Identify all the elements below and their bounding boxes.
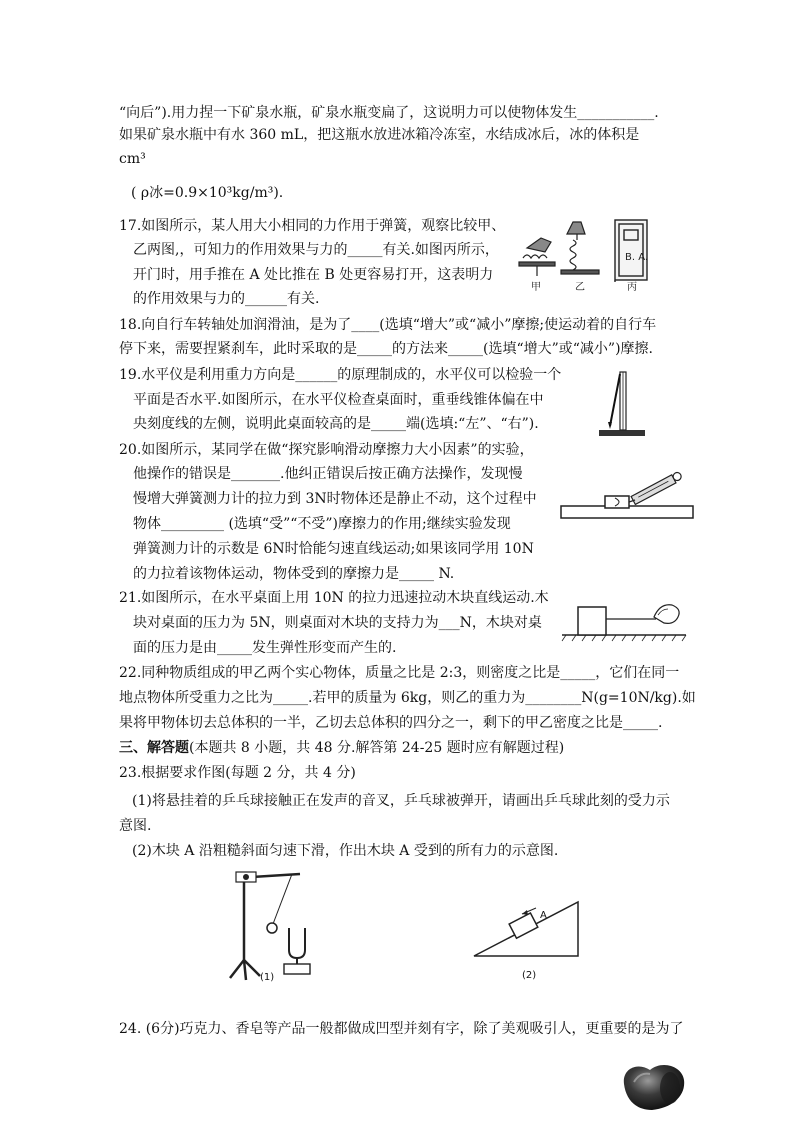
- q17-line-4: 的作用效果与力的______有关.: [133, 291, 320, 307]
- q23-part2: (2)木块 A 沿粗糙斜面匀速下滑，作出木块 A 受到的所有力的示意图.: [132, 843, 559, 859]
- section-3-heading: 三、解答题: [119, 740, 189, 756]
- q23-figure-2-label: (2): [522, 970, 537, 981]
- q19-line-3: 央刻度线的左侧，说明此桌面较高的是_____端(选填:“左”、“右”).: [133, 416, 539, 432]
- q23-part1-line-1: (1)将悬挂着的乒乓球接触正在发声的音叉，乒乓球被弹开，请画出乒乓球此刻的受力示: [132, 793, 670, 809]
- section-3-note: (本题共 8 小题，共 48 分.解答第 24-25 题时应有解题过程): [189, 740, 565, 756]
- q23-figure-2: [468, 890, 588, 982]
- q16-line-1: “向后”).用力捏一下矿泉水瓶，矿泉水瓶变扁了，这说明力可以使物体发生___________.: [119, 105, 659, 121]
- svg-text:B. A.: B. A.: [625, 252, 649, 263]
- q17-line-2: 乙两图,，可知力的作用效果与力的_____有关.如图丙所示，: [133, 242, 499, 258]
- heart-decoration-icon: [618, 1060, 690, 1112]
- q17-figure: [517, 218, 657, 294]
- q23-figure-1: [222, 866, 332, 986]
- q16-line-4: ( ρ冰=0.9×10³kg/m³).: [131, 185, 284, 201]
- q16-line-2: 如果矿泉水瓶中有水 360 mL，把这瓶水放进冰箱冷冻室，水结成冰后，冰的体积是: [119, 127, 640, 143]
- q20-line-2: 他操作的错误是_______.他纠正错误后按正确方法操作，发现慢: [133, 466, 523, 482]
- q20-line-1: 20.如图所示，某同学在做“探究影响滑动摩擦力大小因素”的实验，: [119, 442, 534, 458]
- q23-part1-line-2: 意图.: [119, 818, 152, 834]
- q23-title: 23.根据要求作图(每题 2 分，共 4 分): [119, 765, 356, 781]
- q18-line-1: 18.向自行车转轴处加润滑油，是为了____(选填“增大”或“减小”摩擦;使运动着的自行车: [119, 317, 657, 333]
- figure-yi: [561, 222, 599, 274]
- q20-line-6: 的力拉着该物体运动，物体受到的摩擦力是_____ N.: [133, 566, 455, 582]
- q22-line-1: 22.同种物质组成的甲乙两个实心物体，质量之比是 2:3，则密度之比是_____，它们在同一: [119, 665, 680, 681]
- q21-line-1: 21.如图所示，在水平桌面上用 10N 的拉力迅速拉动木块直线运动.木: [119, 590, 549, 606]
- q16-line-3: cm³: [119, 151, 146, 167]
- q19-line-2: 平面是否水平.如图所示，在水平仪检查桌面时，重垂线锥体偏在中: [133, 392, 544, 408]
- q22-line-3: 果将甲物体切去总体积的一半，乙切去总体积的四分之一，剩下的甲乙密度之比是_____.: [119, 715, 663, 731]
- section-3-heading-line: [119, 739, 564, 757]
- block-a-label: A: [540, 910, 547, 921]
- figure-bing: [615, 220, 647, 282]
- q21-line-3: 面的压力是由_____发生弹性形变而产生的.: [133, 640, 397, 656]
- q17-line-1: 17.如图所示，某人用大小相同的力作用于弹簧，观察比较甲、: [119, 218, 506, 234]
- q20-line-3: 慢增大弹簧测力计的拉力到 3N时物体还是静止不动，这个过程中: [133, 491, 537, 507]
- q18-line-2: 停下来，需要捏紧刹车，此时采取的是_____的方法来_____(选填“增大”或“减小”)摩擦.: [119, 341, 654, 357]
- q19-line-1: 19.水平仪是利用重力方向是______的原理制成的，水平仪可以检验一个: [119, 367, 562, 383]
- q20-line-5: 弹簧测力计的示数是 6N时恰能匀速直线运动;如果该同学用 10N: [133, 541, 534, 557]
- q22-line-2: 地点物体所受重力之比为_____.若甲的质量为 6kg，则乙的重力为________N(g=10N/kg).如: [119, 690, 696, 706]
- q24-line-1: 24. (6分)巧克力、香皂等产品一般都做成凹型并刻有字，除了美观吸引人，更重要的是为了: [119, 1021, 684, 1037]
- figure-jia: [519, 238, 555, 276]
- q20-figure: [559, 470, 699, 522]
- q23-figure-1-label: (1): [260, 972, 275, 983]
- figure-label-bing: 丙: [627, 282, 637, 293]
- figure-label-jia: 甲: [531, 282, 541, 293]
- q21-line-2: 块对桌面的压力为 5N，则桌面对木块的支持力为___N，木块对桌: [133, 615, 542, 631]
- q20-line-4: 物体_________ (选填“受”“不受”)摩擦力的作用;继续实验发现: [133, 516, 511, 532]
- figure-label-yi: 乙: [575, 282, 585, 293]
- q19-figure: [598, 368, 648, 438]
- q21-figure: [562, 595, 692, 645]
- q17-line-3: 开门时，用手推在 A 处比推在 B 处更容易打开，这表明力: [133, 267, 494, 283]
